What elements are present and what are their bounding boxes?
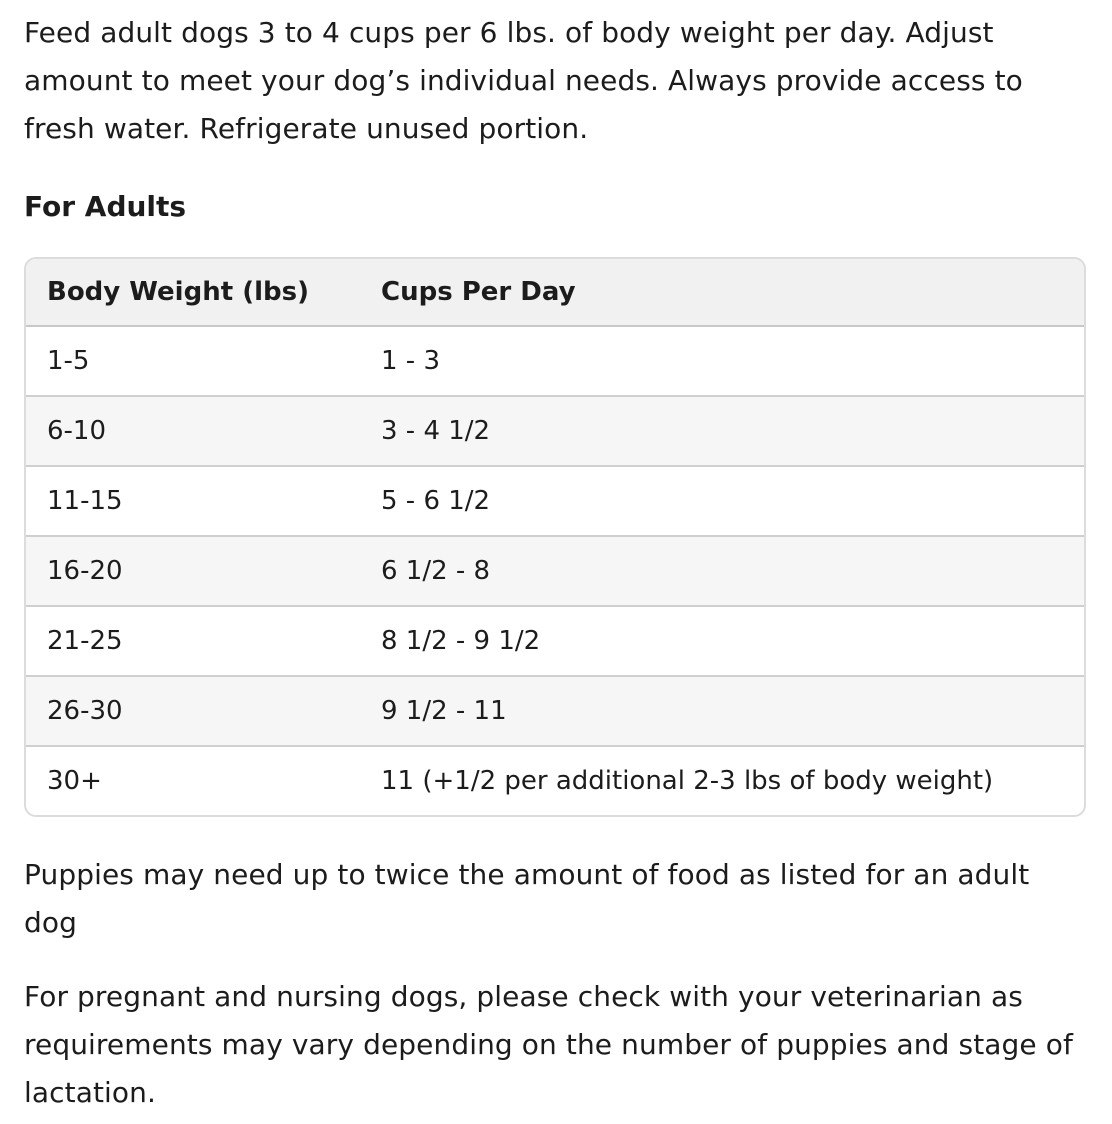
table-header-row <box>26 259 1084 326</box>
table-row <box>26 326 1084 396</box>
table-row <box>26 676 1084 746</box>
table-row <box>26 606 1084 676</box>
cups-per-day-cell: 9 1/2 - 11 <box>360 676 1084 746</box>
section-heading-adults: For Adults <box>24 190 187 223</box>
table-row <box>26 396 1084 466</box>
pregnant-nursing-note: For pregnant and nursing dogs, please check with your veterinarian as requirements may vary depending on the number of puppies and stage of lactation. <box>24 980 1073 1109</box>
cups-per-day-cell: 6 1/2 - 8 <box>360 536 1084 606</box>
cups-per-day-cell: 3 - 4 1/2 <box>360 396 1084 466</box>
cups-per-day-cell: 8 1/2 - 9 1/2 <box>360 606 1084 676</box>
puppies-note: Puppies may need up to twice the amount of food as listed for an adult dog <box>24 858 1030 939</box>
cups-per-day-cell: 5 - 6 1/2 <box>360 466 1084 536</box>
body-weight-cell: 26-30 <box>26 676 360 746</box>
body-weight-cell: 1-5 <box>26 326 360 396</box>
cups-per-day-cell: 11 (+1/2 per additional 2-3 lbs of body weight) <box>381 766 994 796</box>
column-header-cups-per-day: Cups Per Day <box>360 259 1084 326</box>
table-row <box>26 746 1084 815</box>
table-row <box>26 536 1084 606</box>
feeding-table <box>24 257 1086 817</box>
body-weight-cell: 21-25 <box>26 606 360 676</box>
body-weight-cell: 6-10 <box>26 396 360 466</box>
table-row <box>26 466 1084 536</box>
body-weight-cell: 16-20 <box>26 536 360 606</box>
body-weight-cell: 11-15 <box>26 466 360 536</box>
intro-paragraph: Feed adult dogs 3 to 4 cups per 6 lbs. of body weight per day. Adjust amount to meet your dog’s individual needs. Always provide access to fresh water. Refrigerate unused portion. <box>24 16 1023 145</box>
column-header-body-weight: Body Weight (lbs) <box>26 259 360 326</box>
body-weight-cell: 30+ <box>47 766 102 796</box>
cups-per-day-cell: 1 - 3 <box>360 326 1084 396</box>
